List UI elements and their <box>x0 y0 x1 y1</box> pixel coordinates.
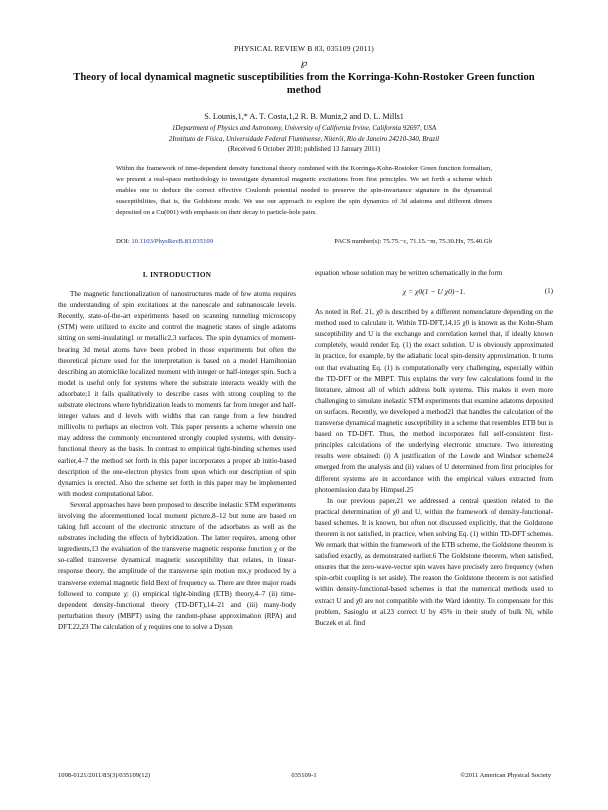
doi-label: DOI: <box>116 238 130 245</box>
equation-number: (1) <box>544 287 553 296</box>
abstract <box>116 163 492 218</box>
affiliation-2: 2Instituto de Física, Universidade Federal Fluminense, Niterói, Rio de Janeiro 24210-340, Brazil <box>168 136 440 143</box>
doi-link[interactable]: 10.1103/PhysRevB.83.035109 <box>131 238 214 245</box>
journal-header: PHYSICAL REVIEW B 83, 035109 (2011) <box>233 44 375 53</box>
doi-line <box>116 238 492 245</box>
equation-block <box>315 281 553 305</box>
svg-text:℘: ℘ <box>300 58 308 68</box>
page-number: 035109-1 <box>291 772 317 779</box>
section-heading: I. INTRODUCTION <box>142 271 212 279</box>
author-list: S. Lounis,1,* A. T. Costa,1,2 R. B. Muniz,2 and D. L. Mills1 <box>204 112 404 121</box>
affiliation-1: 1Department of Physics and Astronomy, University of California Irvine, California 92697, USA <box>171 125 437 132</box>
left-column <box>58 270 296 633</box>
pacs-numbers: PACS number(s): 75.75.−c, 71.15.−m, 75.30.Hx, 75.40.Gb <box>334 238 492 245</box>
paragraph: In our previous paper,21 we addressed a central question related to the practical determination of χ0 and U, within the framework of density-functional-based schemes. It is known, but often not discussed explicitly, that the Goldstone theorem is not satisfied, in practice, when solving Eq. (1) within TD-DFT schemes. We remark that within the framework of the ETB scheme, the Goldstone theorem is satisfied exactly, as demonstrated earlier.6 The Goldstone theorem, when satisfied, ensures that the zero-wave-vector spin waves have precisely zero frequency (when spin-orbit coupling is set aside). The reason the Goldstone theorem is not satisfied within density-functional-based schemes is that the numerical methods used to extract U and χ0 are not compatible with the Ward identity. To compensate for this problem, Sasioglu et al.23 correct U by 45% in their study of bulk Ni, while Buczek et al. find <box>315 496 553 627</box>
paragraph: equation whose solution may be written schematically in the form <box>315 269 503 277</box>
paragraph: The magnetic functionalization of nanostructures made of few atoms requires the understanding of spin excitations at the nanoscale and subnanoscale levels. Recently, state-of-the-art experiments based on scanning tunneling microscopy (STM) were utilized to excite and control the magnetic states of single adatoms sitting on semi-insulating1 or metallic2,3 surfaces. The spin dynamics of moment-bearing 3d metal atoms have been probed in those experiments but often the theoretical picture used for the interpretation is based on a model Hamiltonian describing an atomiclike localized moment with integer or half-integer spin. Such a model is useful only for systems where the substrate interacts weakly with the adsorbate;1 it fails qualitatively to describe cases with strong coupling to the substrate electrons where hybridization leads to moments far from integer and half-integer values and d levels with widths that can range from a few hundred millivolts to perhaps an electron volt. This paper presents a scheme wherein one may address the commonly encountered strongly coupled systems, with density-functional theory as the basis. In contrast to empirical tight-binding schemes used earlier,4–7 the method set forth in this paper incorporates a proper ab initio-based description of the one-electron physics from upon which our description of spin dynamics is erected. Also the scheme set forth in this paper may be implemented with modest computational labor. <box>58 290 296 498</box>
abstract-text: Within the framework of time-dependent density functional theory combined with the Korringa-Kohn-Rostoker Green function formalism, we present a real-space methodology to investigate dynamical magnetic excitations from first principles. We set forth a scheme which enables one to deduce the correct effective Coulomb potential needed to preserve the spin-invariance signature in the dynamical susceptibilities, that is, the Goldstone mode. We use our approach to explore the spin dynamics of 3d adatoms and different dimers deposited on a Cu(001) with emphasis on their decay to particle-hole pairs. <box>116 165 492 217</box>
physics-logo-icon <box>297 56 311 68</box>
paper-title: Theory of local dynamical magnetic susceptibilities from the Korringa-Kohn-Rostoker Green function method <box>73 72 535 96</box>
equation: χ = χ0(1 − U χ0)−1. <box>402 287 466 297</box>
paragraph: Several approaches have been proposed to describe inelastic STM experiments involving the aforementioned local moment picture,8–12 but none are based on taking full account of the electronic structure of the adsorbates as well as the substrates including the effects of hybridization. The latter requires, among other ingredients,13 the evaluation of the transverse magnetic response function χ or the so-called transverse dynamical magnetic susceptibility that relates, in linear-response theory, the amplitude of the transverse spin motion mx,y produced by a transverse external magnetic field Bext of frequency ω. There are three major roads followed to compute χ: (i) empirical tight-binding (ETB) theory,4–7 (ii) time-dependent density-functional theory (TD-DFT),14–21 and (iii) many-body perturbation theory (MBPT) using the random-phase approximation (RPA) and DFT.22,23 The calculation of χ requires one to solve a Dyson <box>58 500 296 631</box>
right-column <box>315 268 553 629</box>
paragraph: As noted in Ref. 21, χ0 is described by a different nomenclature depending on the method used to calculate it. Within TD-DFT,14,15 χ0 is known as the Kohn-Sham susceptibility and U is the exchange and correlation kernel that, if ideally known completely, would render Eq. (1) the exact solution. U is obviously approximated in practice, for example, by the adiabatic local spin-density approximation. It turns out that evaluating Eq. (1) is computationally very challenging, especially within the TD-DFT or the MBPT. This explains the very few calculations found in the literature, almost all of which address bulk systems. This makes it even more challenging to simulate inelastic STM experiments that examine adatoms deposited on surfaces. Recently, we developed a method21 that handles the calculation of the transverse dynamical magnetic susceptibility in a scheme that resembles ETB but is based on TD-DFT. Thus, the method incorporates full self-consistent first-principles calculations of the underlying electronic structure. Two interesting results were obtained: (i) A justification of the Lowde and Windsor scheme24 emerged from the analysis and (ii) values of U determined from first principles for different systems are in accordance with the empirical values extracted from photoemission data by Himpsel.25 <box>315 308 553 494</box>
footer-copyright: ©2011 American Physical Society <box>460 772 551 779</box>
received-date: (Received 6 October 2010; published 13 January 2011) <box>227 146 381 153</box>
footer-issn: 1098-0121/2011/83(3)/035109(12) <box>58 772 151 779</box>
